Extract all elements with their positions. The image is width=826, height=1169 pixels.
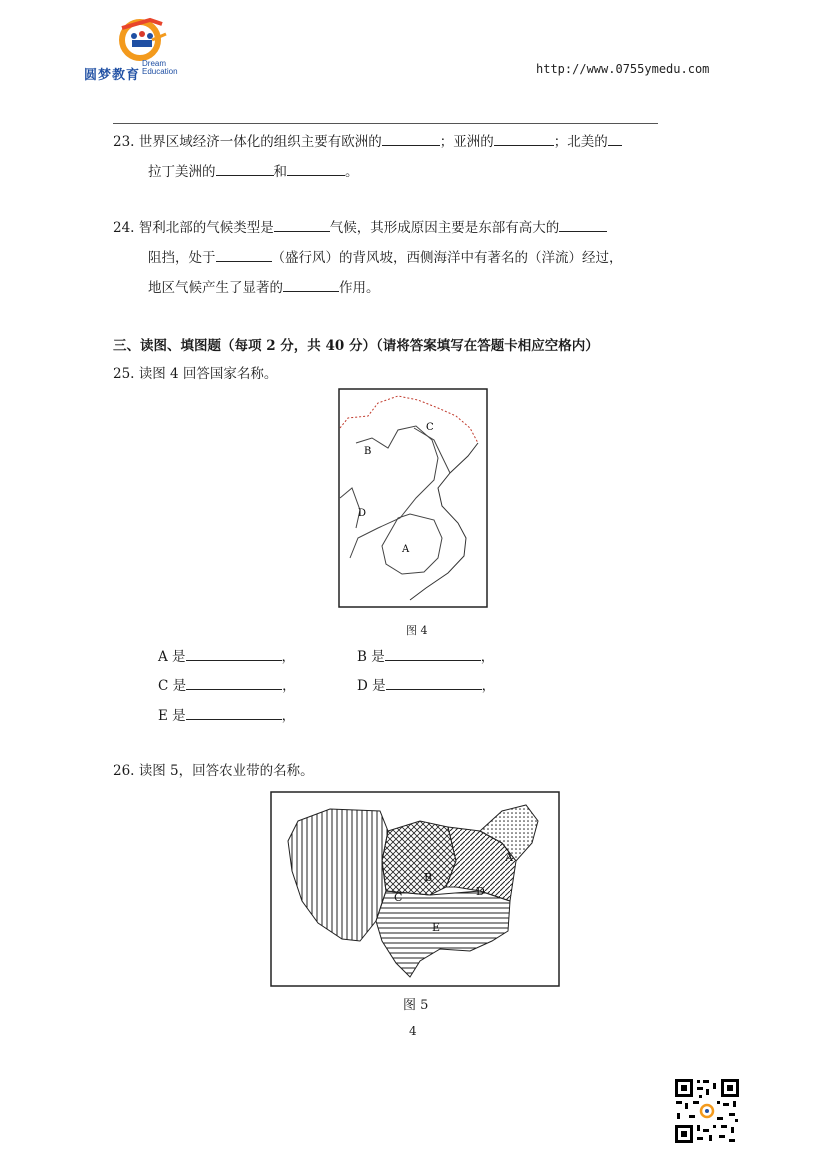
q24-text-b: 气候，其形成原因主要是东部有高大的 [329, 220, 560, 236]
header-url: http://www.0755ymedu.com [536, 62, 710, 76]
q23-line1 [113, 131, 622, 152]
q26-stem: 26. 读图 5，回答农业带的名称。 [113, 763, 314, 779]
logo-en-dream: Dream [142, 59, 167, 68]
q25-answer-d [357, 674, 495, 694]
q23-blank-5[interactable] [287, 161, 345, 176]
q23-line2 [148, 161, 359, 182]
map5-label-e: E [432, 921, 441, 934]
q25-answer-a [158, 645, 295, 665]
map4-label-b: B [364, 446, 372, 457]
q24-blank-2[interactable] [559, 217, 607, 232]
q23-text-b: ；亚洲的 [439, 134, 494, 150]
q25-label-d: D 是 [357, 678, 386, 694]
q24-text-f: 作用。 [339, 280, 380, 296]
logo-chinese-text: 圆梦教育 [84, 68, 141, 83]
map4-label-c: C [426, 422, 434, 433]
map5-label-a: A [505, 851, 513, 864]
q24-text-a: 24. 智利北部的气候类型是 [113, 220, 274, 236]
q24-blank-1[interactable] [274, 217, 330, 232]
figure-4-caption: 图 4 [406, 624, 428, 637]
q25-comma-a: ， [281, 649, 296, 665]
map5-label-c: C [394, 891, 403, 904]
q25-blank-c[interactable] [186, 675, 282, 690]
q23-text-e: 和 [273, 164, 287, 180]
q24-text-e: 地区气候产生了显著的 [148, 280, 283, 296]
q25-label-a: A 是 [158, 649, 186, 665]
figure-5-map [270, 791, 560, 987]
q25-answer-e [158, 704, 295, 724]
logo-english-text [142, 60, 178, 76]
q23-text-d: 拉丁美洲的 [148, 164, 216, 180]
q25-label-b: B 是 [357, 649, 385, 665]
figure-5-caption: 图 5 [403, 998, 429, 1013]
logo-en-education: Education [142, 67, 178, 76]
q25-blank-d[interactable] [386, 675, 482, 690]
map4-label-a: A [402, 544, 410, 555]
q25-comma-b: ， [480, 649, 495, 665]
map5-label-d: D [476, 885, 485, 898]
q25-answer-c [158, 674, 296, 694]
map4-label-d: D [358, 508, 367, 519]
q24-blank-3[interactable] [216, 247, 272, 262]
q24-blank-4[interactable] [283, 277, 339, 292]
map5-label-b: B [424, 871, 433, 884]
q24-line3 [148, 277, 380, 298]
q23-blank-3[interactable] [608, 131, 622, 146]
q24-line1 [113, 217, 607, 238]
q23-blank-2[interactable] [494, 131, 554, 146]
page-number: 4 [409, 1024, 417, 1038]
q25-comma-e: ， [281, 708, 296, 724]
header-rule [113, 123, 658, 124]
q25-answer-b [357, 645, 494, 665]
q23-blank-1[interactable] [382, 131, 440, 146]
q25-blank-e[interactable] [186, 705, 282, 720]
qr-code-image [673, 1077, 741, 1145]
q25-comma-c: ， [282, 678, 296, 694]
q23-text-a: 23. 世界区域经济一体化的组织主要有欧洲的 [113, 134, 382, 150]
figure-4-map [338, 388, 488, 608]
section-3-heading: 三、读图、填图题（每项 2 分，共 40 分）（请将答案填写在答题卡相应空格内） [113, 338, 599, 354]
q25-blank-b[interactable] [385, 646, 481, 661]
q25-label-e: E 是 [158, 708, 186, 724]
q25-comma-d: ， [481, 678, 496, 694]
q23-text-f: 。 [345, 164, 359, 180]
q24-text-c: 阻挡，处于 [148, 250, 216, 266]
q24-text-d: （盛行风）的背风坡，西侧海洋中有著名的（洋流）经过， [271, 250, 623, 266]
q23-text-c: ；北美的 [553, 134, 608, 150]
q25-stem: 25. 读图 4 回答国家名称。 [113, 366, 278, 382]
q23-blank-4[interactable] [216, 161, 274, 176]
q25-label-c: C 是 [158, 678, 187, 694]
q25-blank-a[interactable] [186, 646, 282, 661]
q24-line2 [148, 247, 623, 268]
